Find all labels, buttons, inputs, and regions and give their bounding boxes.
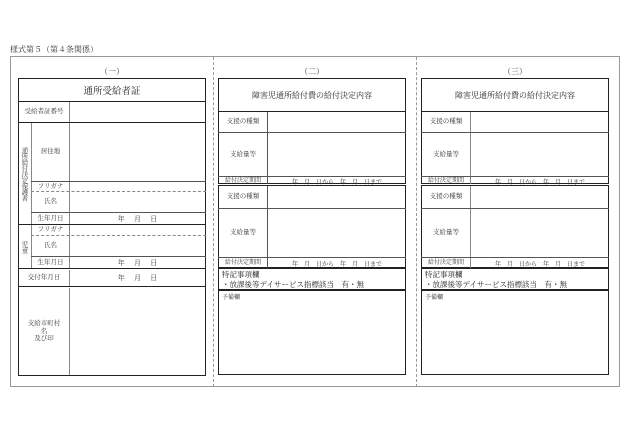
child-birthdate-label: 生年月日	[37, 257, 64, 266]
guardian-furigana-label: フリガナ	[37, 181, 64, 190]
divider	[470, 112, 471, 184]
guardian-furigana-field[interactable]	[70, 182, 205, 191]
municipality-label-line1: 支給市町村	[27, 318, 61, 327]
guardian-birthdate-field[interactable]: 年 月 日	[117, 214, 158, 223]
panel-2-support-type-label-1: 支援の種類	[226, 117, 260, 126]
recipient-number-field[interactable]	[70, 102, 205, 122]
fold-line-2	[416, 57, 417, 387]
panel-3-title: 障害児通所給付費の給付決定内容	[455, 90, 575, 100]
municipality-label	[19, 288, 69, 375]
municipality-seal-field[interactable]	[70, 288, 205, 375]
panel-3-period-field-1[interactable]: 年 月 日から 年 月 日まで	[494, 178, 585, 186]
panel-2-amount-label-1: 支給量等	[230, 149, 256, 158]
panel-3-amount-label-2: 支給量等	[433, 228, 459, 237]
panel-2-number: （二）	[300, 67, 324, 76]
panel-3-period-label-1: 給付決定期間	[427, 177, 464, 185]
guardian-address-label: 居住地	[40, 147, 61, 156]
divider	[18, 286, 206, 287]
panel-3-support-type-label-2: 支援の種類	[429, 192, 463, 201]
panel-2-support-type-label-2: 支援の種類	[226, 192, 260, 201]
panel-3-amount-label-1: 支給量等	[433, 149, 459, 158]
panel-3-reserve-box[interactable]	[421, 290, 609, 375]
panel-3-amount-field-2[interactable]	[472, 209, 608, 257]
panel-2-period-field-1[interactable]: 年 月 日から 年 月 日まで	[291, 178, 382, 186]
divider	[470, 186, 471, 268]
panel-2-reserve-box[interactable]	[218, 290, 406, 375]
guardian-address-field[interactable]	[70, 123, 205, 181]
panel-2-special-notes-title: 特記事項欄	[222, 270, 260, 279]
issue-date-field[interactable]: 年 月 日	[117, 274, 158, 282]
panel-1-number: （一）	[100, 67, 124, 76]
panel-3-special-notes-title: 特記事項欄	[425, 270, 463, 279]
fold-line-1	[213, 57, 214, 387]
panel-2-support-type-field-2[interactable]	[269, 186, 405, 208]
panel-3-reserve-label: 予備欄	[425, 294, 444, 301]
child-name-field[interactable]	[70, 236, 205, 256]
panel-3-period-label-2: 給付決定期間	[427, 259, 464, 267]
panel-3-after-school-service-indicator[interactable]: ・放課後等デイサービス指標該当 有・無	[425, 280, 567, 289]
panel-2-amount-field-1[interactable]	[269, 133, 405, 176]
panel-3-period-field-2[interactable]: 年 月 日から 年 月 日まで	[494, 260, 585, 268]
panel-2-period-label-2: 給付決定期間	[224, 259, 261, 267]
recipient-number-label: 受給者証番号	[24, 107, 64, 116]
child-birthdate-field[interactable]: 年 月 日	[117, 258, 158, 267]
issue-date-label: 交付年月日	[27, 273, 61, 282]
panel-2-reserve-label: 予備欄	[222, 294, 241, 301]
divider	[267, 112, 268, 184]
child-furigana-label: フリガナ	[37, 225, 64, 234]
guardian-birthdate-label: 生年月日	[37, 213, 64, 222]
child-name-label: 氏名	[44, 241, 57, 250]
panel-1-title: 通所受給者証	[83, 86, 141, 97]
panel-3-amount-field-1[interactable]	[472, 133, 608, 176]
form-caption: 様式第５（第４条関係）	[10, 45, 98, 54]
child-group-label: 児童	[20, 240, 29, 253]
panel-2-after-school-service-indicator[interactable]: ・放課後等デイサービス指標該当 有・無	[222, 280, 364, 289]
municipality-label-line2: 名	[40, 326, 48, 335]
panel-2-period-field-2[interactable]: 年 月 日から 年 月 日まで	[291, 260, 382, 268]
divider	[267, 186, 268, 268]
guardian-name-label: 氏名	[44, 197, 57, 206]
child-furigana-field[interactable]	[70, 225, 205, 235]
panel-2-amount-field-2[interactable]	[269, 209, 405, 257]
municipality-label-line3: 及び印	[34, 334, 54, 343]
panel-3-support-type-field-2[interactable]	[472, 186, 608, 208]
panel-2-title: 障害児通所給付費の給付決定内容	[252, 90, 372, 100]
guardian-group-label: 通所給付決定保護者	[20, 146, 29, 201]
panel-2-amount-label-2: 支給量等	[230, 228, 256, 237]
panel-2-support-type-field-1[interactable]	[269, 112, 405, 132]
divider	[18, 268, 206, 269]
panel-3-number: （三）	[503, 67, 527, 76]
panel-3-support-type-label-1: 支援の種類	[429, 117, 463, 126]
panel-2-period-label-1: 給付決定期間	[224, 177, 261, 185]
panel-3-support-type-field-1[interactable]	[472, 112, 608, 132]
guardian-name-field[interactable]	[70, 192, 205, 212]
